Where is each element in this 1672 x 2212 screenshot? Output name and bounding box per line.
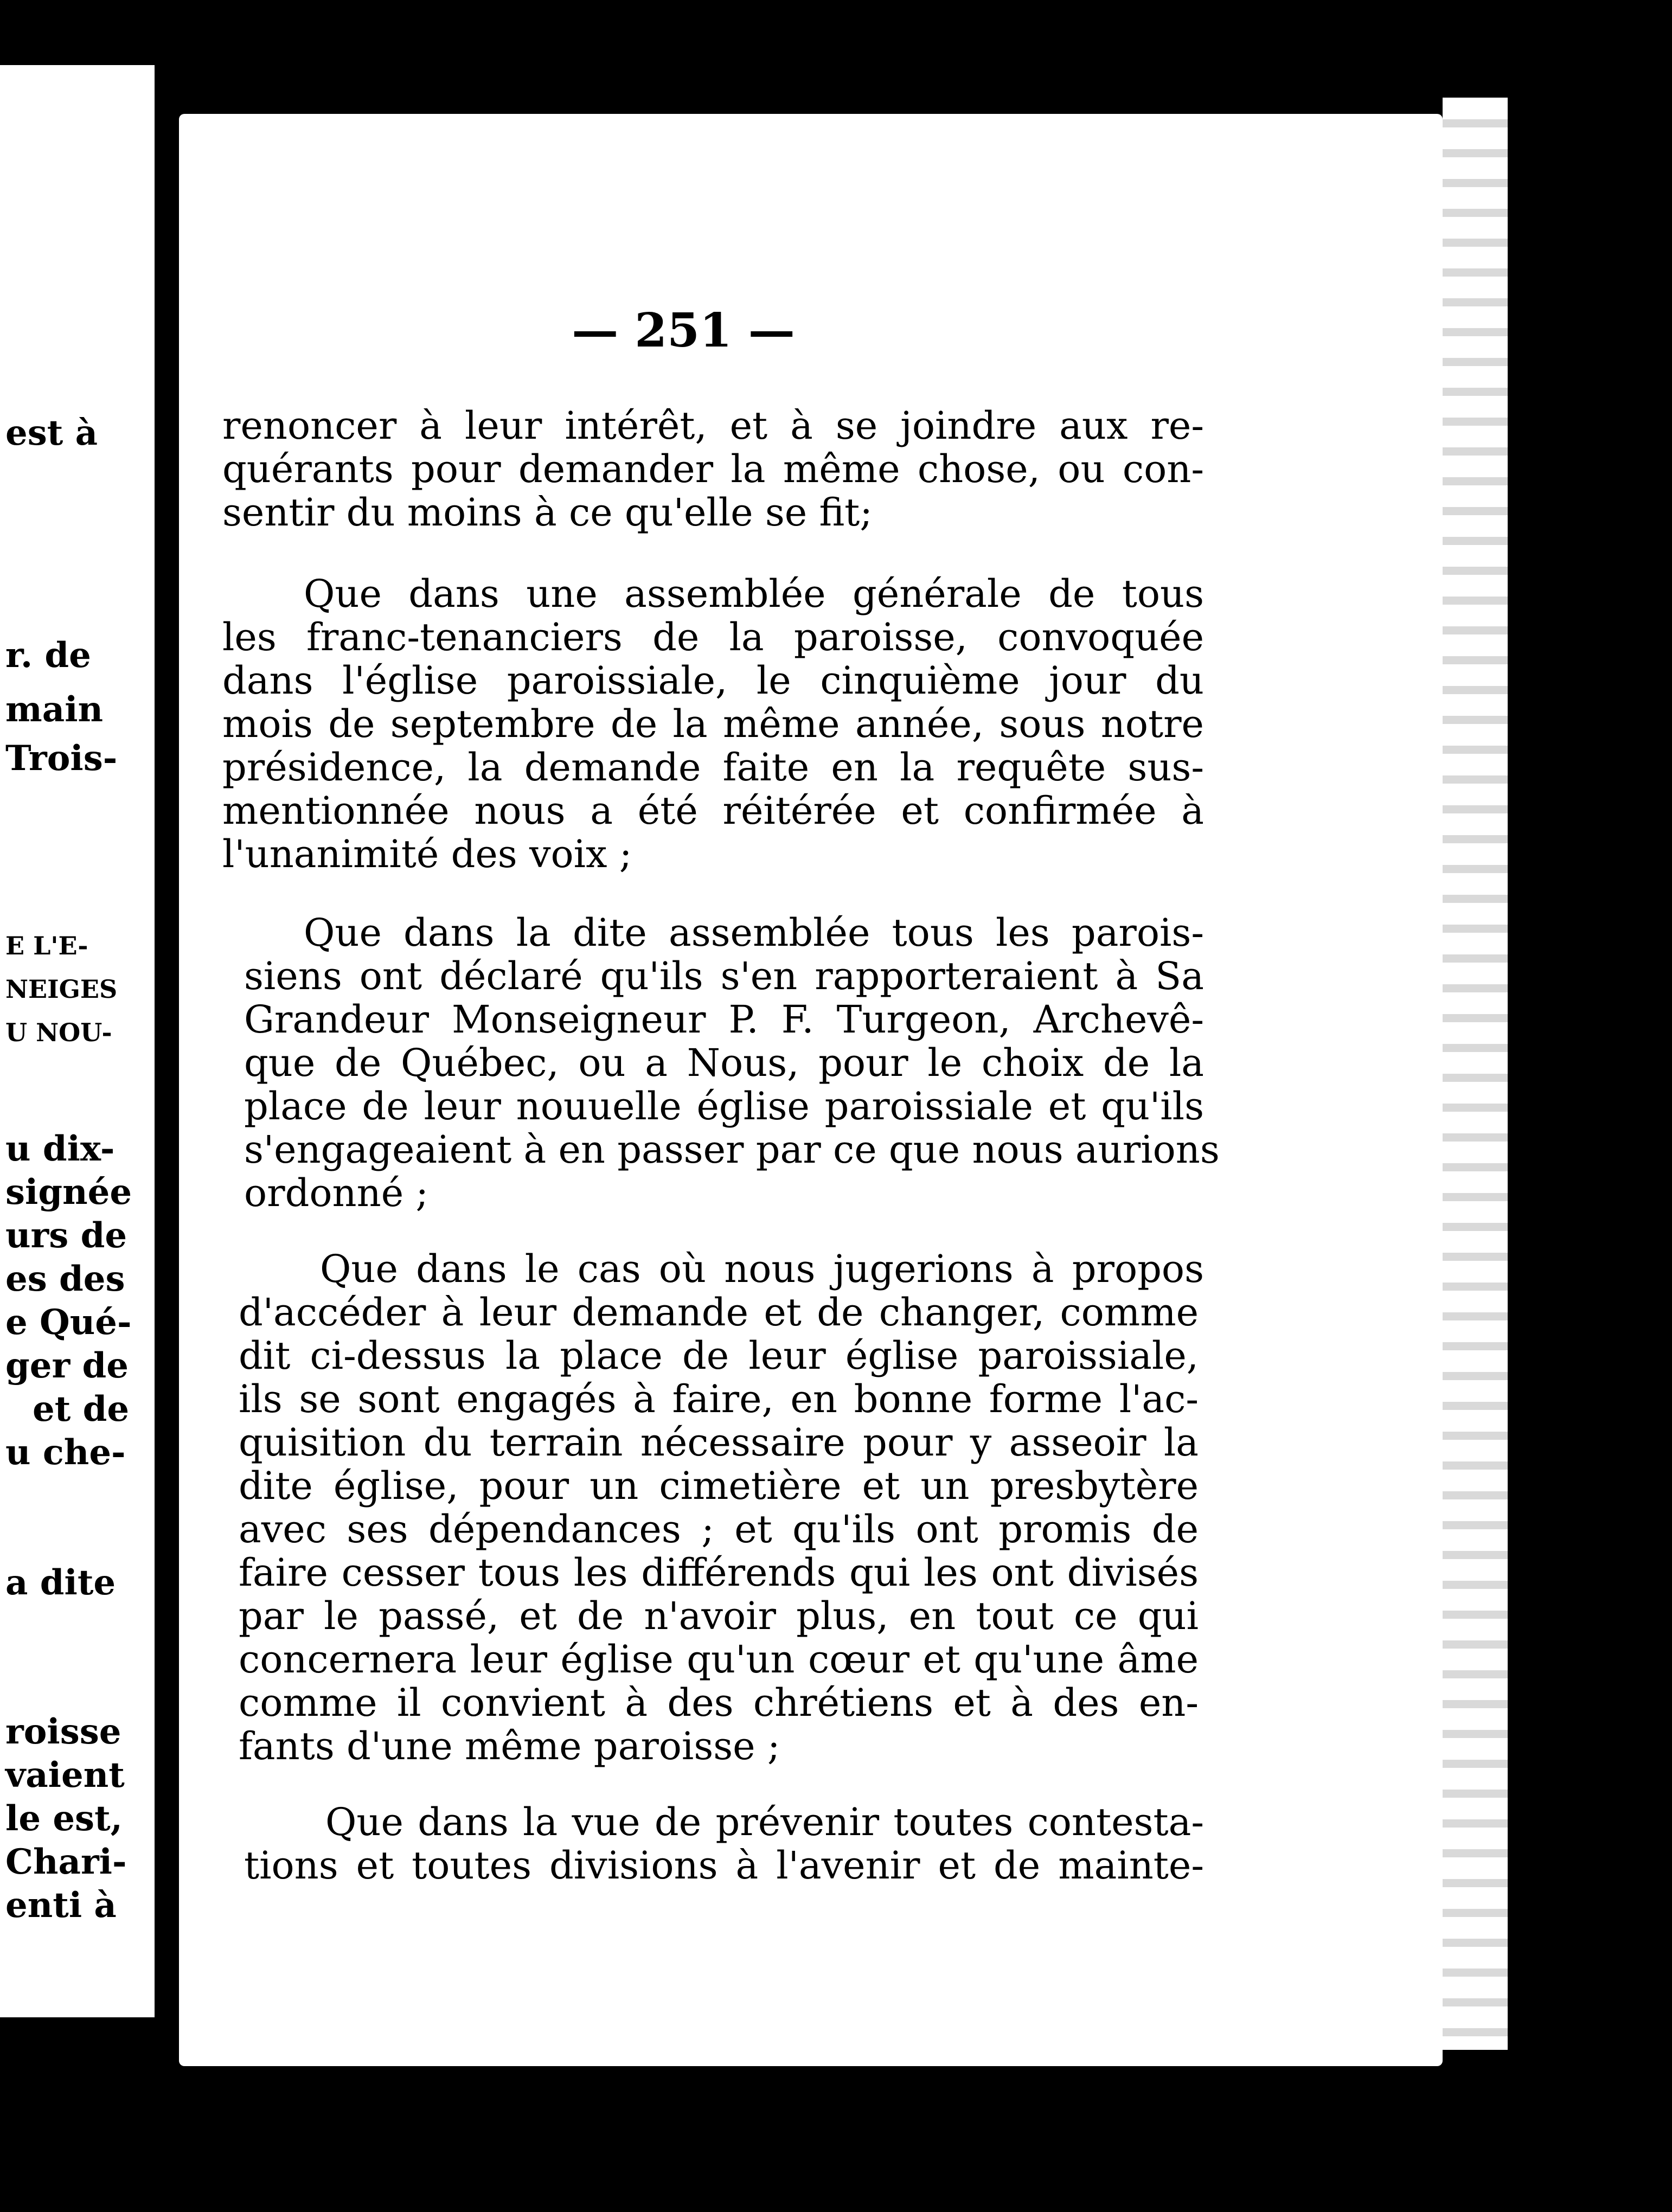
text-line: Que dans la dite assemblée tous les parois- — [304, 911, 1204, 955]
text-line: présidence, la demande faite en la requête sus- — [222, 745, 1204, 790]
left-page-line: urs de — [5, 1215, 127, 1256]
left-page-line: Chari- — [5, 1842, 127, 1882]
text-line: par le passé, et de n'avoir plus, en tout ce qui — [239, 1594, 1199, 1638]
text-line: que de Québec, ou a Nous, pour le choix de la — [244, 1041, 1204, 1085]
text-line: Que dans une assemblée générale de tous — [304, 572, 1204, 616]
text-line: les franc-tenanciers de la paroisse, convoquée — [222, 615, 1204, 659]
text-line: sentir du moins à ce qu'elle se fit; — [222, 490, 873, 535]
text-line: Que dans le cas où nous jugerions à propos — [320, 1247, 1204, 1291]
text-line: ordonné ; — [244, 1171, 428, 1215]
text-line: Que dans la vue de prévenir toutes contesta- — [325, 1800, 1204, 1844]
left-page-line: a dite — [5, 1562, 116, 1603]
text-line: faire cesser tous les différends qui les ont divisés — [239, 1550, 1199, 1595]
text-line: quisition du terrain nécessaire pour y asseoir la — [239, 1420, 1199, 1465]
text-line: concernera leur église qu'un cœur et qu'une âme — [239, 1637, 1199, 1682]
page-edge-shadow — [1443, 98, 1508, 2050]
text-line: quérants pour demander la même chose, ou con- — [222, 447, 1204, 491]
left-page-line: u che- — [5, 1432, 126, 1473]
book-gutter — [155, 0, 179, 2212]
text-line: place de leur nouuelle église paroissiale et qu'ils — [244, 1084, 1204, 1129]
text-line: mois de septembre de la même année, sous notre — [222, 702, 1204, 746]
left-page-line: roisse — [5, 1711, 121, 1752]
text-line: s'engageaient à en passer par ce que nous aurions — [244, 1127, 1220, 1172]
text-line: Grandeur Monseigneur P. F. Turgeon, Archevê- — [244, 997, 1204, 1042]
left-page-line: E L'E- — [5, 931, 88, 960]
left-page-line: es des — [5, 1259, 125, 1299]
text-line: l'unanimité des voix ; — [222, 832, 632, 876]
left-page-line: e Qué- — [5, 1302, 132, 1343]
left-page-line: NEIGES — [5, 974, 118, 1004]
text-line: dite église, pour un cimetière et un presbytère — [239, 1464, 1199, 1508]
text-line: siens ont déclaré qu'ils s'en rapporteraient à Sa — [244, 954, 1204, 998]
left-page-line: le est, — [5, 1798, 123, 1839]
text-line: dans l'église paroissiale, le cinquième jour du — [222, 658, 1204, 703]
left-page-line: signée — [5, 1172, 132, 1213]
left-page-line: vaient — [5, 1755, 125, 1796]
facing-page-fragment — [0, 65, 155, 2017]
text-line: avec ses dépendances ; et qu'ils ont promis de — [239, 1507, 1199, 1551]
text-line: fants d'une même paroisse ; — [239, 1724, 780, 1768]
left-page-line: U NOU- — [5, 1018, 112, 1047]
left-page-line: et de — [33, 1389, 130, 1429]
left-page-line: main — [5, 689, 104, 730]
text-line: renoncer à leur intérêt, et à se joindre aux re- — [222, 403, 1204, 448]
left-page-line: enti à — [5, 1885, 117, 1926]
left-page-line: ger de — [5, 1345, 129, 1386]
text-line: dit ci-dessus la place de leur église paroissiale, — [239, 1333, 1199, 1378]
left-page-line: u dix- — [5, 1129, 115, 1169]
text-line: d'accéder à leur demande et de changer, comme — [239, 1290, 1199, 1335]
left-page-line: est à — [5, 413, 98, 453]
text-line: mentionnée nous a été réitérée et confirmée à — [222, 788, 1204, 833]
text-line: ils se sont engagés à faire, en bonne forme l'ac- — [239, 1377, 1199, 1421]
text-line: tions et toutes divisions à l'avenir et de mainte- — [244, 1843, 1204, 1888]
page-number: — 251 — — [572, 303, 795, 358]
left-page-line: Trois- — [5, 738, 118, 779]
left-page-line: r. de — [5, 635, 91, 676]
text-line: comme il convient à des chrétiens et à des en- — [239, 1681, 1199, 1725]
